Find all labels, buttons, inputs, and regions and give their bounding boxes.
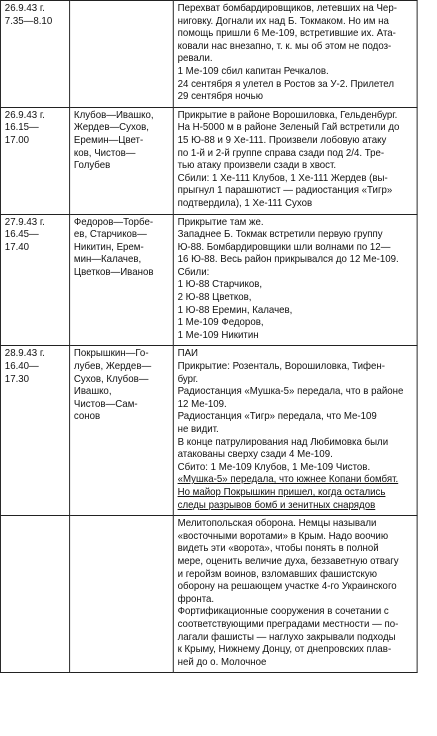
text-line: не видит. <box>177 424 219 435</box>
text-line: видеть эти «ворота», чтобы понять в полной <box>177 543 379 555</box>
pilots-line: мин—Калачев, <box>73 254 142 266</box>
text-line: Перехват бомбардировщиков, летевших на Чер- <box>177 3 397 14</box>
pilots-line: Еремин—Цвет- <box>73 134 144 146</box>
pilots-line: Чистов—Сам- <box>73 398 138 410</box>
text-line: по 1-й и 2-й группе справа сзади под 2/4. Тре- <box>177 147 385 159</box>
text-line: Сбито: 1 Ме-109 Клубов, 1 Ме-109 Чистов. <box>177 461 371 473</box>
time-line: 17.00 <box>4 134 30 146</box>
underlined-text-line: следы разрывов бомб и зенитных снарядов <box>177 499 376 511</box>
text-line: «восточными воротами» в Крым. Надо воочию <box>177 530 389 542</box>
pilots-cell <box>70 1 174 108</box>
date-time-cell <box>0 1 69 108</box>
text-line: ниговку. Догнали их над Б. Токмаком. Но им на <box>177 15 389 27</box>
table-row <box>0 214 417 346</box>
pilots-line: Никитин, Ерем- <box>73 241 144 253</box>
text-line: фронта. <box>177 593 215 605</box>
pilots-line: Федоров—Торбе- <box>73 216 154 228</box>
pilots-line: Клубов—Ивашко, <box>73 109 154 121</box>
date-line: 26.9.43 г. <box>4 109 45 121</box>
text-line: 16 Ю-88. Весь район прикрывался до 12 Ме-109. <box>177 254 399 266</box>
date-line: 26.9.43 г. <box>4 3 45 14</box>
text-line: В конце патрулирования над Любимовка были <box>177 436 389 448</box>
text-line: Мелитопольская оборона. Немцы называли <box>177 518 377 530</box>
date-time-cell <box>0 214 69 346</box>
text-line: к Крыму, Нижнему Донцу, от днепровских плав- <box>177 644 392 656</box>
text-line: 1 Ме-109 сбил капитан Речкалов. <box>177 65 329 77</box>
text-line: бург. <box>177 373 199 385</box>
text-line: тью атаку произвели сзади в хвост. <box>177 160 337 172</box>
text-line: 15 Ю-88 и 9 Хе-111. Произвели лобовую атаку <box>177 134 387 146</box>
time-line: 16.40— <box>4 361 39 373</box>
description-cell <box>173 107 417 214</box>
pilots-cell <box>70 516 174 673</box>
time-line: 7.35—8.10 <box>4 15 53 27</box>
text-line: Ю-88. Бомбардировщики шли волнами по 12— <box>177 241 391 253</box>
text-line: Западнее Б. Токмак встретили первую группу <box>177 229 383 241</box>
text-line: 1 Ю-88 Еремин, Калачев, <box>177 304 293 316</box>
table-row <box>0 1 417 108</box>
text-line: ПАИ <box>177 348 198 360</box>
pilots-line: Покрышкин—Го- <box>73 348 149 360</box>
text-line: лагали фашисты — наглухо закрывали подходы <box>177 631 396 643</box>
text-line: подтвердила), 1 Хе-111 Сухов <box>177 197 313 209</box>
text-line: Фортификационные сооружения в сочетании с <box>177 606 389 618</box>
table-row <box>0 516 417 673</box>
text-line: 29 сентября ночью <box>177 91 264 103</box>
description-cell <box>173 516 417 673</box>
text-line: мере, оценить величие духа, беззаветную отвагу <box>177 555 399 567</box>
text-line: Сбили: 1 Хе-111 Клубов, 1 Хе-111 Жердев (вы- <box>177 172 388 184</box>
text-line: и геройзм воинов, взломавших фашистскую <box>177 568 377 580</box>
text-line: 1 Ю-88 Старчиков, <box>177 279 263 291</box>
text-line: ревали. <box>177 53 213 65</box>
pilots-line: ков, Чистов— <box>73 147 136 159</box>
text-line: 2 Ю-88 Цветков, <box>177 292 252 304</box>
pilots-line: сонов <box>73 411 101 423</box>
time-line: 16.15— <box>4 122 39 134</box>
time-line: 17.30 <box>4 373 30 385</box>
text-line: соответствующими преградами местности — по- <box>177 618 399 630</box>
description-cell <box>173 346 417 516</box>
table-row <box>0 346 417 516</box>
text-line: Прикрытие там же. <box>177 216 264 228</box>
date-line: 27.9.43 г. <box>4 216 45 228</box>
pilots-line: Голубев <box>73 160 111 172</box>
pilots-line: ев, Старчиков— <box>73 229 147 241</box>
description-cell <box>173 214 417 346</box>
time-line: 17.40 <box>4 241 30 253</box>
text-line: ней до о. Молочное <box>177 656 267 668</box>
text-line: 1 Ме-109 Федоров, <box>177 317 264 329</box>
description-cell <box>173 1 417 108</box>
pilots-cell <box>70 346 174 516</box>
text-line: прыгнул 1 парашютист — радиостанция «Тигр» <box>177 185 393 197</box>
pilots-cell <box>70 214 174 346</box>
text-line: ковали нас внезапно, т. к. мы об этом не подоз- <box>177 40 392 52</box>
pilots-line: Цветков—Иванов <box>73 266 154 278</box>
pilots-line: Жердев—Сухов, <box>73 122 149 134</box>
pilots-cell <box>70 107 174 214</box>
text-line: атакованы сверху сзади 4 Ме-109. <box>177 449 333 461</box>
pilots-line: Ивашко, <box>73 386 112 398</box>
date-time-cell <box>0 516 69 673</box>
time-line: 16.45— <box>4 229 39 241</box>
text-line: Прикрытие в районе Ворошиловка, Гельденбург. <box>177 109 398 121</box>
text-line: Сбили: <box>177 266 210 278</box>
text-line: оборону на решающем участке 4-го Украинского <box>177 581 397 593</box>
text-line: 12 Ме-109. <box>177 398 227 410</box>
underlined-text-line: «Мушка-5» передала, что южнее Копани бомбят. <box>177 474 399 486</box>
underlined-text-line: Но майор Покрышкин пришел, когда остались <box>177 486 386 498</box>
text-line: Радиостанция «Мушка-5» передала, что в районе <box>177 386 404 398</box>
text-line: На Н-5000 м в районе Зеленый Гай встретили до <box>177 122 400 134</box>
pilots-line: лубев, Жердев— <box>73 361 152 373</box>
date-line: 28.9.43 г. <box>4 348 45 360</box>
text-line: 24 сентября я улетел в Ростов за У-2. Прилетел <box>177 78 395 90</box>
text-line: Прикрытие: Розенталь, Ворошиловка, Тифен- <box>177 361 385 373</box>
date-time-cell <box>0 346 69 516</box>
text-line: 1 Ме-109 Никитин <box>177 329 259 341</box>
text-line: Радиостанция «Тигр» передала, что Ме-109 <box>177 411 377 423</box>
pilots-line: Сухов, Клубов— <box>73 373 149 385</box>
table-row <box>0 107 417 214</box>
date-time-cell <box>0 107 69 214</box>
text-line: помощь пришли 6 Ме-109, встретившие их. Ата- <box>177 28 396 40</box>
